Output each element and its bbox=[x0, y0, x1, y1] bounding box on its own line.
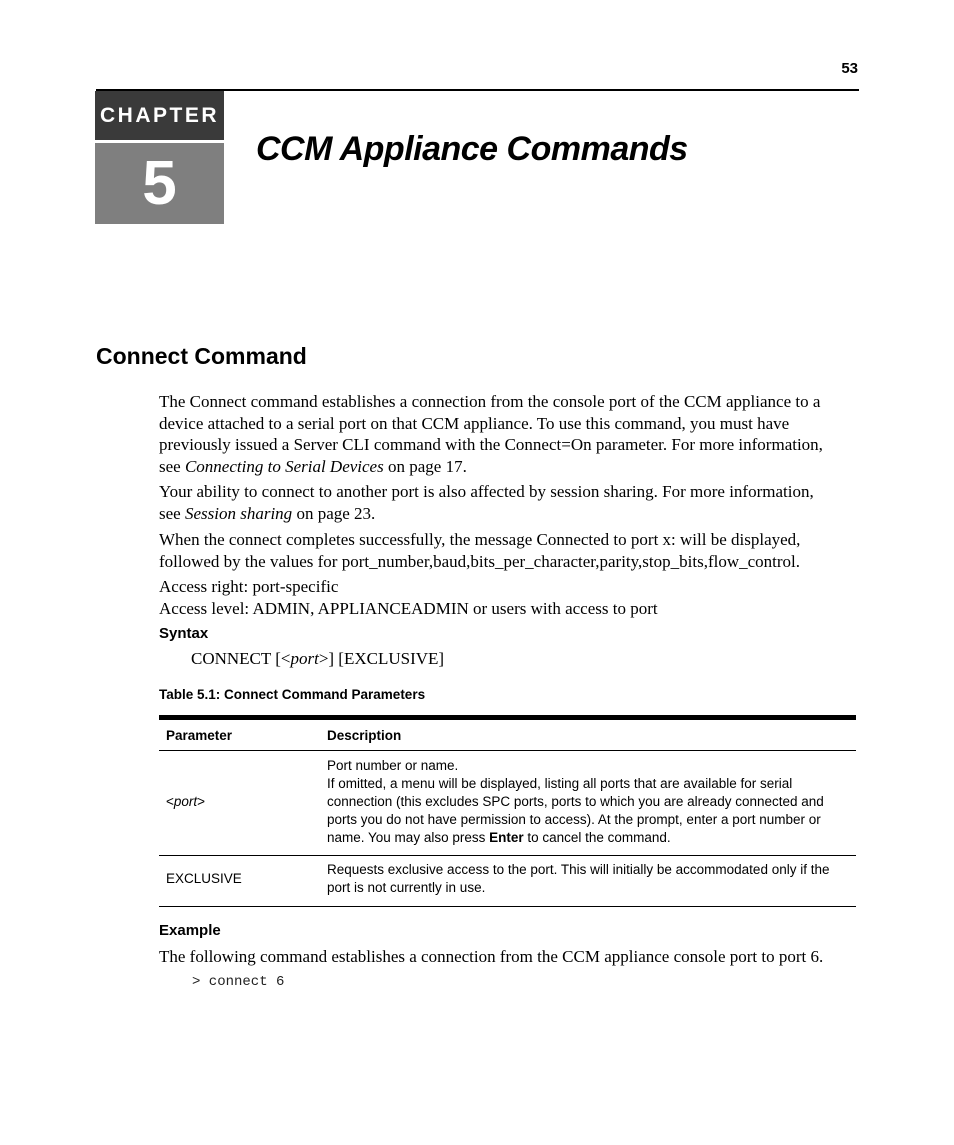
table-row bbox=[159, 856, 856, 907]
page-number: 53 bbox=[841, 60, 858, 77]
text-fragment: < bbox=[166, 794, 174, 809]
key-name: Enter bbox=[489, 830, 524, 845]
text-line: ports you do not have permission to access). At the prompt, enter a port number or bbox=[327, 812, 821, 827]
chapter-title: CCM Appliance Commands bbox=[256, 130, 688, 168]
success-paragraph bbox=[159, 529, 859, 572]
text-fragment: see bbox=[159, 503, 185, 523]
text-line: The Connect command establishes a connection from the console port of the CCM appliance to a bbox=[159, 392, 821, 411]
session-sharing-paragraph bbox=[159, 481, 859, 524]
table-header-row bbox=[159, 718, 856, 751]
syntax-command bbox=[191, 649, 444, 669]
text-line: When the connect completes successfully, the message Connected to port x: will be displayed, bbox=[159, 530, 801, 549]
intro-paragraph bbox=[159, 391, 859, 477]
text-fragment: name. You may also press bbox=[327, 830, 490, 845]
text-line bbox=[159, 503, 859, 525]
chapter-label: CHAPTER bbox=[95, 91, 224, 140]
description-cell bbox=[320, 751, 856, 856]
text-line: device attached to a serial port on that CCM appliance. To use this command, you must have bbox=[159, 413, 790, 433]
cross-reference-link[interactable]: Session sharing bbox=[184, 503, 293, 523]
access-right: Access right: port-specific bbox=[159, 577, 339, 596]
parameter-name: port bbox=[173, 794, 198, 809]
description-cell bbox=[320, 856, 856, 907]
text-fragment: > bbox=[197, 794, 206, 809]
cross-reference-link[interactable]: Connecting to Serial Devices bbox=[184, 456, 384, 476]
text-line: followed by the values for port_number,baud,bits_per_character,parity,stop_bits,flow_control. bbox=[159, 551, 801, 571]
table-caption: Table 5.1: Connect Command Parameters bbox=[159, 687, 426, 702]
column-header-description: Description bbox=[327, 728, 402, 743]
chapter-number: 5 bbox=[95, 143, 224, 224]
text-line: Your ability to connect to another port is also affected by session sharing. For more information, bbox=[159, 482, 814, 501]
parameters-table bbox=[159, 715, 856, 907]
text-line: Requests exclusive access to the port. This will initially be accommodated only if the bbox=[327, 862, 830, 877]
syntax-heading: Syntax bbox=[159, 625, 209, 642]
access-level: Access level: ADMIN, APPLIANCEADMIN or users with access to port bbox=[159, 598, 658, 618]
text-line: port is not currently in use. bbox=[327, 880, 486, 895]
text-fragment: >] [EXCLUSIVE] bbox=[318, 649, 445, 668]
text-fragment: on page 23. bbox=[292, 503, 376, 523]
parameter-cell: EXCLUSIVE bbox=[166, 871, 242, 886]
syntax-param: port bbox=[290, 649, 319, 668]
text-line bbox=[159, 456, 859, 478]
section-heading: Connect Command bbox=[96, 343, 307, 369]
text-fragment: on page 17. bbox=[383, 456, 467, 476]
text-line bbox=[327, 829, 849, 847]
example-code: > connect 6 bbox=[192, 974, 285, 990]
table-row bbox=[159, 751, 856, 856]
text-line: previously issued a Server CLI command with the Connect=On parameter. For more information, bbox=[159, 435, 823, 454]
text-fragment: CONNECT [< bbox=[191, 649, 291, 668]
text-fragment: see bbox=[159, 456, 185, 476]
parameter-cell bbox=[159, 751, 320, 856]
access-info bbox=[159, 576, 859, 619]
text-line: If omitted, a menu will be displayed, listing all ports that are available for serial bbox=[327, 776, 793, 791]
example-heading: Example bbox=[159, 922, 221, 939]
example-text: The following command establishes a connection from the CCM appliance console port to port 6. bbox=[159, 947, 824, 966]
text-fragment: to cancel the command. bbox=[523, 830, 671, 845]
column-header-parameter: Parameter bbox=[166, 728, 233, 743]
text-line: connection (this excludes SPC ports, ports to which you are already connected and bbox=[327, 794, 824, 809]
text-line: Port number or name. bbox=[327, 758, 459, 773]
